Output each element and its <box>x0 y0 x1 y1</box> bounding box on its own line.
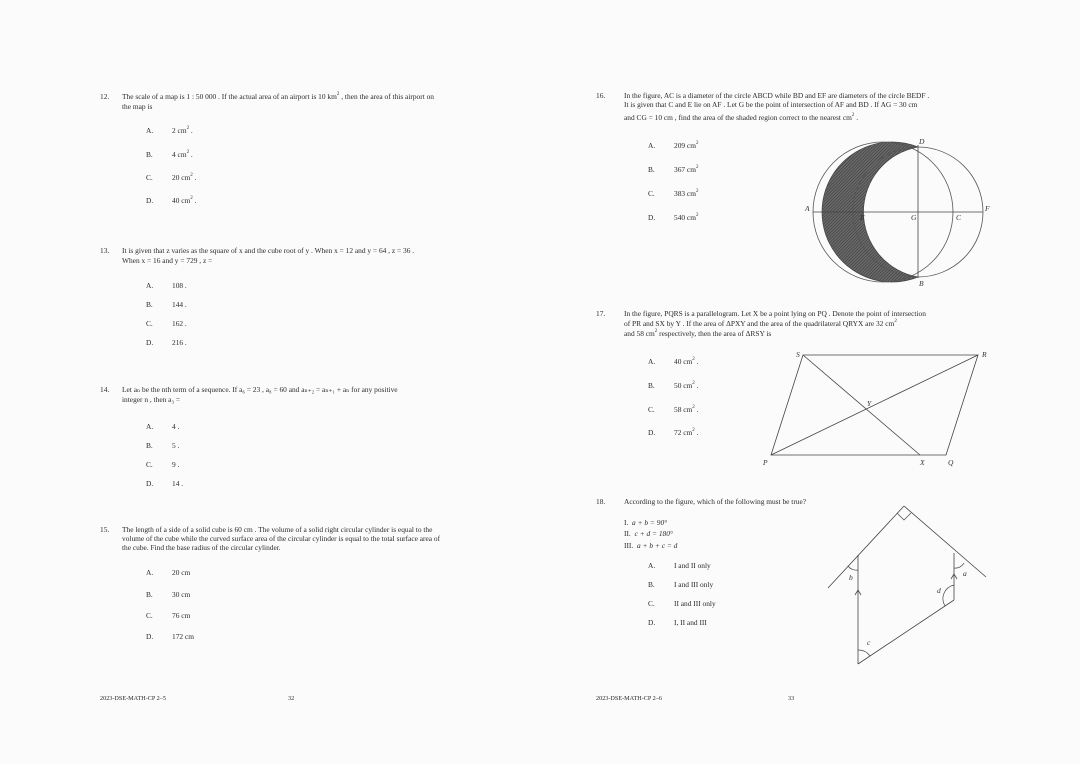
svg-text:B: B <box>919 279 924 288</box>
svg-text:Q: Q <box>948 458 954 467</box>
svg-text:D: D <box>919 137 925 146</box>
footer-code: 2023-DSE-MATH-CP 2–6 <box>596 695 662 702</box>
question-number: 14. <box>100 385 110 394</box>
svg-text:F: F <box>985 204 990 213</box>
question-stem: In the figure, PQRS is a parallelogram. Let X be a point lying on PQ . Denote the point of intersection of PR and SX by Y . If the area of ΔPXY and the area of the quadrilateral QRYX are 32 $cm^2$ and 58 $cm^2$ respectively, then the area of ΔRSY is <box>624 309 926 338</box>
statement-2: II. c + d = 180° <box>624 529 673 538</box>
question-stem: In the figure, AC is a diameter of the circle ABCD while BD and EF are diameters of the circle BEDF . It is given that C and E lie on AF . Let G be the point of intersection of AF and BD . If AG = 30 cm and CG = 10 cm , find the area of the shaded region correct to the nearest $cm^2$ . <box>624 91 930 122</box>
svg-text:G: G <box>911 213 917 222</box>
svg-text:Y: Y <box>867 399 872 408</box>
question-number: 16. <box>596 91 606 100</box>
question-stem: It is given that z varies as the square of x and the cube root of y . When x = 12 and y = 64 , z = 36 . When x = 16 and y = 729 , z = <box>122 246 415 265</box>
question-stem: The length of a side of a solid cube is 60 cm . The volume of a solid right circular cylinder is equal to the volume of the cube while the curved surface area of the circular cylinder is equal to the total surface area of the cube. Find the base radius of the circular cylinder. <box>122 525 441 552</box>
page-number: 32 <box>288 695 295 702</box>
statement-1: I. a + b = 90° <box>624 518 668 527</box>
right-page: 16. In the figure, AC is a diameter of the circle ABCD while BD and EF are diameters of the circle BEDF . It is given that C and E lie on AF . Let G be the point of intersection of AF and BD . If AG = 30 cm and CG = 10 cm , find the area of the shaded region correct to the nearest $cm^2$ . A. 209 $cm^2$ B. 367 $cm^2$ C. 383 $cm^2$ D. 540 $cm^2$ A D B E G C F 17. In the figure, PQRS is a parallelogram. Let X be a point lying on PQ . Denote the point of intersection of PR and SX by Y . If the area of ΔPXY and the area of the quadrilateral QRYX are 32 $cm^2$ and 58 $cm^2$ respectively, then the area of ΔRSY is A. 40 $cm^2$ . B. 50 $cm^2$ . C. 58 $cm^2$ . D. 72 $cm^2$ . S R P Q X Y 18. According to the figure, which of the following must be true? I. a + b = 90° II. c + d = 180° III. a + b + c = d A. I and II only B. I and III only C. II and III only D. I, II and III b a c d 2023-DSE-MATH-CP 2–6 33 <box>540 0 1080 764</box>
svg-text:R: R <box>982 350 987 359</box>
svg-text:a: a <box>963 569 967 578</box>
question-number: 15. <box>100 525 110 534</box>
page-number: 33 <box>788 695 795 702</box>
svg-text:c: c <box>867 638 871 647</box>
svg-text:X: X <box>920 458 925 467</box>
question-stem: The scale of a map is 1 : 50 000 . If the actual area of an airport is 10 $km^2$ , then the area of this airport on the map is <box>122 92 434 111</box>
svg-text:d: d <box>937 586 941 595</box>
svg-text:b: b <box>849 573 853 582</box>
question-number: 13. <box>100 246 110 255</box>
question-number: 17. <box>596 309 606 318</box>
svg-text:P: P <box>763 458 768 467</box>
svg-text:S: S <box>796 350 800 359</box>
statement-3: III. a + b + c = d <box>624 541 678 550</box>
question-number: 18. <box>596 497 606 506</box>
svg-text:A: A <box>805 204 810 213</box>
question-number: 12. <box>100 92 110 101</box>
footer-code: 2023-DSE-MATH-CP 2–5 <box>100 695 166 702</box>
svg-text:C: C <box>956 213 962 222</box>
question-stem: According to the figure, which of the following must be true? <box>624 497 807 506</box>
angle-figure <box>540 0 1080 764</box>
svg-text:E: E <box>860 213 865 222</box>
question-stem: Let aₙ be the nth term of a sequence. If a₆ = 23 , a₈ = 60 and aₙ₊₂ = aₙ₊₁ + aₙ for any positive integer n , then a₃ = <box>122 385 398 404</box>
left-page: 12. The scale of a map is 1 : 50 000 . If the actual area of an airport is 10 $km^2$ , then the area of this airport on the map is A. 2 $cm^2$ . B. 4 $cm^2$ . C. 20 $cm^2$ . D. 40 $cm^2$ . 13. It is given that z varies as the square of x and the cube root of y . When x = 12 and y = 64 , z = 36 . When x = 16 and y = 729 , z = A. 108 . B. 144 . C. 162 . D. 216 . 14. Let aₙ be the nth term of a sequence. If a₆ = 23 , a₈ = 60 and aₙ₊₂ = aₙ₊₁ + aₙ for any positive integer n , then a₃ = A. 4 . B. 5 . C. 9 . D. 14 . 15. The length of a side of a solid cube is 60 cm . The volume of a solid right circular cylinder is equal to the volume of the cube while the curved surface area of the circular cylinder is equal to the total surface area of the cube. Find the base radius of the circular cylinder. A. 20 cm B. 30 cm C. 76 cm D. 172 cm 2023-DSE-MATH-CP 2–5 32 <box>100 92 441 702</box>
